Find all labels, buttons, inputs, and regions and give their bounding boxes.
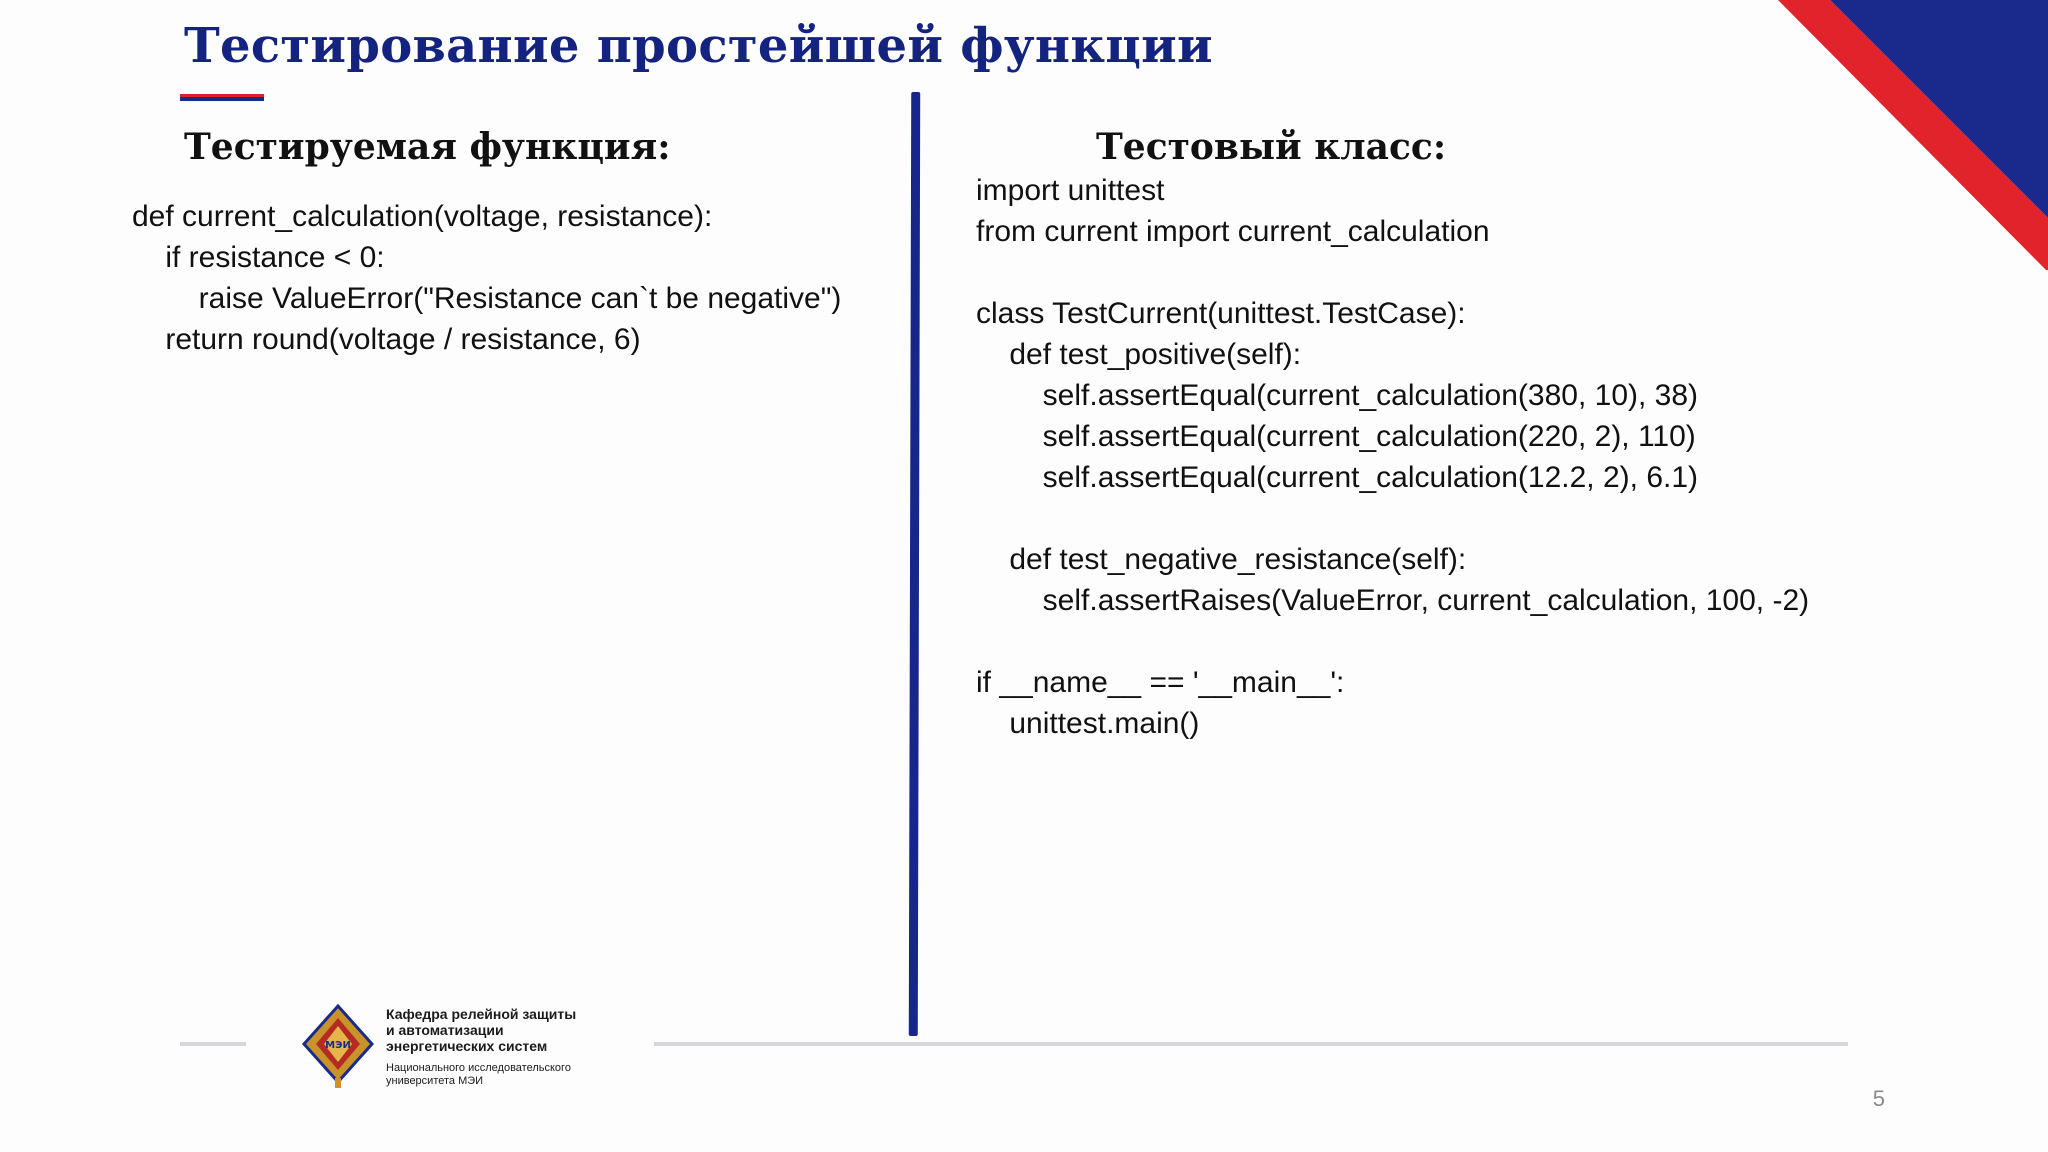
code-line (976, 252, 1809, 293)
logo-line: Национального исследовательского (386, 1062, 571, 1074)
right-heading: Тестовый класс: (1096, 126, 1447, 168)
slide-title: Тестирование простейшей функции (184, 18, 1213, 74)
code-line: if __name__ == '__main__': (976, 666, 1345, 699)
page-number: 5 (1872, 1086, 1885, 1111)
code-line (976, 498, 1809, 539)
code-line: self.assertEqual(current_calculation(12.2, 2), 6.1) (976, 461, 1699, 494)
logo-line: университета МЭИ (386, 1075, 484, 1087)
code-line: if resistance < 0: (132, 241, 385, 274)
code-line: def test_negative_resistance(self): (976, 543, 1467, 576)
code-line: self.assertEqual(current_calculation(220, 2), 110) (976, 420, 1696, 453)
code-line (976, 621, 1809, 662)
corner-stripes-decoration (1778, 0, 2048, 270)
function-code-block (132, 196, 841, 360)
emblem-text: МЭИ (325, 1040, 351, 1051)
code-line: unittest.main() (976, 707, 1200, 740)
logo-line: энергетических систем (386, 1038, 548, 1054)
column-divider (909, 92, 920, 1036)
test-class-code-block (976, 170, 1809, 744)
university-emblem-icon (302, 1004, 374, 1090)
code-line: class TestCurrent(unittest.TestCase): (976, 297, 1466, 330)
code-line: return round(voltage / resistance, 6) (132, 323, 641, 356)
title-underline (180, 94, 264, 101)
code-line: import unittest (976, 174, 1165, 207)
code-line: def current_calculation(voltage, resistance): (132, 200, 713, 233)
footer-line-right (654, 1042, 1848, 1046)
left-heading: Тестируемая функция: (184, 126, 671, 168)
code-line: self.assertRaises(ValueError, current_calculation, 100, -2) (976, 584, 1810, 617)
code-line: def test_positive(self): (976, 338, 1302, 371)
logo-line: и автоматизации (386, 1022, 504, 1038)
footer-line-left (180, 1042, 246, 1046)
code-line: from current import current_calculation (976, 215, 1490, 248)
code-line: self.assertEqual(current_calculation(380, 10), 38) (976, 379, 1699, 412)
logo-line: Кафедра релейной защиты (386, 1006, 577, 1022)
code-line: raise ValueError("Resistance can`t be negative") (132, 282, 842, 315)
department-logo-text (386, 1006, 576, 1088)
